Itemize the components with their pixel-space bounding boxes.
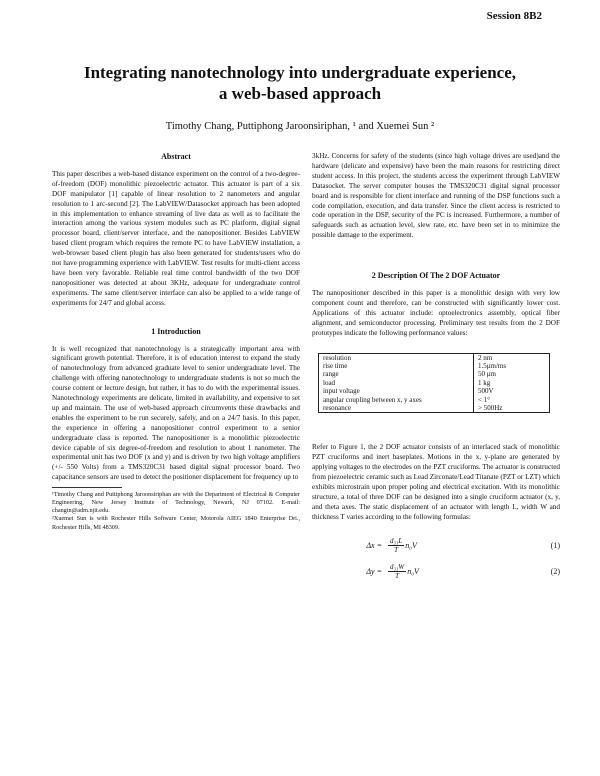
performance-table (318, 353, 550, 414)
footnote-1: ¹Timothy Chang and Puttiphong Jaroonsiriphan are with the Department of Electrical & Computer Engineering, New Jersey Institute of Technology, Newark, NJ 07102. E-mail: changtn@adm.njit.edu. (52, 491, 300, 515)
param-cell: rise time (323, 362, 348, 370)
param-cell: range (323, 370, 339, 379)
left-column (52, 152, 300, 532)
title-line-1: Integrating nanotechnology into undergraduate experience, (83, 63, 517, 82)
fraction (388, 563, 406, 580)
title-line-2: a web-based approach (218, 84, 382, 103)
introduction-text: It is well recognized that nanotechnology is a strategically important area with significant growth potential. Therefore, it is of education interest to expand the study of nanotechnology from advanced graduate level to senior undergraduate level. The challenge with offering nanotechnology to undergraduate students is not so much the course content or lecture design, but rather, it has to do with the experimental issues. Nanotechnology experiments are delicate, limited in availability, and expensive to set up and maintain. The use of web-based approach circumvents these drawbacks and enables the experiment to be run securely, safely, and on a 24/7 basis. In this paper, the experience in offering a nanopositioner control experiment to a senior undergraduate class is reported. The nanopositioner is a monolithic piezoelectric device capable of six degree-of-freedom and resolution to about 1 nanometer. The experimental unit has two DOF (x and y) and is driven by two high voltage amplifiers (+/- 550 Volts) from a TMS320C31 based digital signal processor board. Two capacitance sensors are used to detect the positioner displacement for frequency up to (52, 344, 300, 482)
value-cell: > 500Hz (474, 404, 550, 413)
param-cell: angular coupling between x, y axes (323, 395, 422, 404)
param-cell: input voltage (323, 387, 360, 396)
section-2-text: The nanopositioner described in this paper is a monolithic design with very low component count and therefore, can be constructed with significantly lower cost. Applications of this actuator include: optoelectronics assembly, optical fiber alignment, and semiconductor processing. Preliminary test results from the 2 DOF prototypes indicate the following performance values: (312, 289, 560, 337)
footnote-2: ²Xuemei Sun is with Rochester Hills Software Center, Motorola AIEG 1840 Enterprise Dri., Rochester Hills, MI 48309. (52, 515, 300, 531)
table-row (319, 362, 550, 370)
table-row (319, 353, 550, 362)
right-column (312, 152, 560, 585)
value-cell: 500V (474, 387, 550, 395)
equation-1 (312, 533, 560, 559)
fraction (388, 537, 404, 554)
equation-tail: n₀V (407, 566, 419, 576)
equation-number: (1) (550, 540, 560, 550)
equation-lhs: Δy = (366, 566, 382, 576)
value-cell: < 1° (474, 396, 550, 404)
denominator: T (395, 572, 400, 581)
author-list: Timothy Chang, Puttiphong Jaroonsiriphan, ¹ and Xuemei Sun ² (165, 121, 435, 132)
paper-title (40, 62, 560, 104)
numerator: d₃₁L (390, 537, 403, 546)
equation-2 (312, 559, 560, 585)
introduction-heading: 1 Introduction (151, 326, 201, 336)
table-row (319, 396, 550, 404)
param-cell: resonance (323, 404, 351, 413)
session-label: Session 8B2 (486, 10, 542, 22)
equation-rhs (388, 563, 536, 580)
param-cell: load (323, 378, 336, 387)
abstract-text: This paper describes a web-based distance experiment on the control of a two-degree-of-freedom (DOF) monolithic piezoelectric actuator. This actuator is part of a six DOF manipulator [1] capable of linear resolution to 2 nanometers and angular resolution to 1 arc-second [2]. The LabVIEW/Datasocket approach has been adopted in this implementation to enhance streaming of live data as well as to facilitate the interaction among the various system modules such as PC platform, digital signal processor board, client/server interface, and the nanopositioner. Besides LabVIEW based client program which requires the remote PC to have LabVIEW installation, a web-browser based client plugin has also been generated for students/users who do not have programming experience with LabVIEW. Test results for multi-client access have been very favorable. Reliable real time control bandwidth of the two DOF nanopositioner was detected at about 3KHz, adequate for undergraduate control experiments. The same client/server interface can also be applied to a wide range of experiments for 24/7 and global access. (52, 169, 300, 307)
section-2-body: Refer to Figure 1, the 2 DOF actuator consists of an interlaced stack of monolithic PZT cruciforms and inert baseplates. Motions in the x, y-plane are generated by applying voltages to the electrodes on the PZT cruciforms. The actuator is constructed from piezoelectric ceramic such as Lead Zirconate/Lead Titanate (PZT or LZT) which exhibits microstrain upon proper poling and electrical excitation. With its monolithic structure, a total of three DOF can be designed into a single cruciform actuator (x, y, and theta axes. The static displacement of an actuator with length L, width W and thickness T varies according to the following formulas: (312, 443, 560, 521)
value-cell: 1.5μm/ms (474, 362, 550, 370)
equation-number: (2) (550, 566, 560, 576)
table-row (319, 370, 550, 378)
table-row (319, 379, 550, 387)
value-cell: 2 nm (474, 353, 550, 362)
equation-lhs: Δx = (366, 540, 382, 550)
introduction-continued: 3kHz. Concerns for safety of the students (since high voltage drives are used)and the hardware (delicate and expensive) have been the main reasons for restricting direct student access. In this project, the students access the experiment through LabVIEW Datasocket. The server computer houses the TMS320C31 digital signal processor board and is responsible for client interface and running of the DSP functions such a code compilation, execution, and data transfer. Since the client access is restricted to code operation in the DSP, security of the PC is increased. Furthermore, a number of safeguards such as actuation level, slew rate, etc. have been set in to minimize the possible damage to the experiment. (312, 152, 560, 240)
denominator: T (394, 546, 399, 555)
abstract-heading: Abstract (161, 152, 191, 161)
equation-tail: n₀V (405, 540, 417, 550)
equation-rhs (388, 537, 536, 554)
param-cell: resolution (323, 353, 351, 362)
value-cell: 1 kg (474, 379, 550, 387)
section-2-heading: 2 Description Of The 2 DOF Actuator (371, 271, 501, 281)
value-cell: 50 μm (474, 370, 550, 378)
numerator: d₃₁W (390, 563, 405, 572)
table-row (319, 404, 550, 413)
table-row (319, 387, 550, 395)
